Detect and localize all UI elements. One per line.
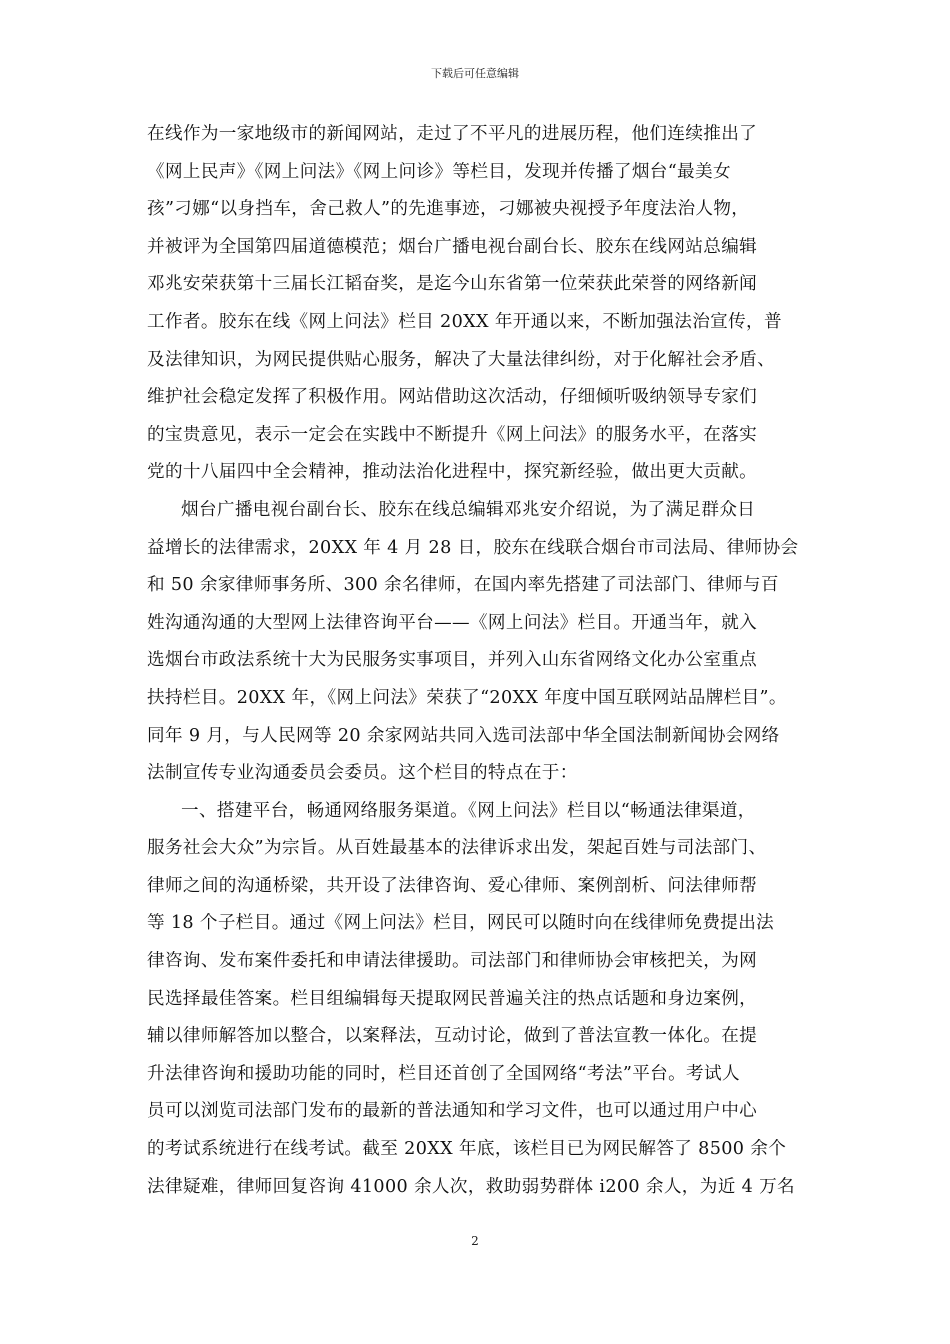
paragraph: [147, 492, 811, 793]
text-line: 服务社会大众”为宗旨。从百姓最基本的法律诉求出发，架起百姓与司法部门、: [147, 838, 767, 859]
text-line: 《网上民声》《网上问法》《网上问诊》等栏目，发现并传播了烟台“最美女: [147, 161, 731, 182]
text-line: 及法律知识，为网民提供贴心服务，解决了大量法律纠纷，对于化解社会矛盾、: [147, 349, 776, 370]
text-line: 同年 9 月，与人民网等 20 余家网站共同入选司法部中华全国法制新闻协会网络: [147, 725, 780, 746]
paragraph: [147, 793, 811, 1207]
page-number: 2: [471, 1234, 479, 1248]
text-line: 员可以浏览司法部门发布的最新的普法通知和学习文件，也可以通过用户中心: [147, 1101, 758, 1122]
text-line: 烟台广播电视台副台长、胶东在线总编辑邓兆安介绍说，为了满足群众日: [181, 499, 756, 520]
text-line: 姓沟通沟通的大型网上法律咨询平台——《网上问法》栏目。开通当年，就入: [147, 612, 758, 633]
text-line: 法制宣传专业沟通委员会委员。这个栏目的特点在于：: [147, 763, 578, 784]
page-header: 下载后可任意编辑: [431, 67, 519, 80]
text-line: 党的十八届四中全会精神，推动法治化进程中，探究新经验，做出更大贡献。: [147, 462, 758, 483]
text-line: 益增长的法律需求，20XX 年 4 月 28 日，胶东在线联合烟台市司法局、律师协会: [147, 537, 799, 558]
text-line: 和 50 余家律师事务所、300 余名律师，在国内率先搭建了司法部门、律师与百: [147, 575, 779, 596]
paragraph: [147, 116, 811, 492]
text-line: 律咨询、发布案件委托和申请法律援助。司法部门和律师协会审核把关，为网: [147, 951, 758, 972]
document-body: [147, 116, 811, 1206]
text-line: 孩”刁娜“以身挡车，舍己救人”的先進事迹，刁娜被央视授予年度法治人物，: [147, 199, 750, 220]
text-line: 工作者。胶东在线《网上问法》栏目 20XX 年开通以来，不断加强法治宣传，普: [147, 311, 782, 332]
text-line: 律师之间的沟通桥梁，共开设了法律咨询、爱心律师、案例剖析、问法律师帮: [147, 875, 758, 896]
text-line: 等 18 个子栏目。通过《网上问法》栏目，网民可以随时向在线律师免费提出法: [147, 913, 775, 934]
text-line: 的考试系统进行在线考试。截至 20XX 年底，该栏目已为网民解答了 8500 余个: [147, 1139, 787, 1160]
text-line: 扶持栏目。20XX 年，《网上问法》荣获了“20XX 年度中国互联网站品牌栏目”。: [147, 687, 787, 708]
text-line: 选烟台市政法系统十大为民服务实事项目，并列入山东省网络文化办公室重点: [147, 650, 758, 671]
text-line: 并被评为全国第四届道德模范；烟台广播电视台副台长、胶东在线网站总编辑: [147, 236, 758, 257]
text-line: 的宝贵意见，表示一定会在实践中不断提升《网上问法》的服务水平，在落实: [147, 424, 758, 445]
text-line: 维护社会稳定发挥了积极作用。网站借助这次活动，仔细倾听吸纳领导专家们: [147, 387, 758, 408]
text-line: 一、搭建平台，畅通网络服务渠道。《网上问法》栏目以“畅通法律渠道，: [181, 800, 756, 821]
text-line: 在线作为一家地级市的新闻网站，走过了不平凡的进展历程，他们连续推出了: [147, 124, 758, 144]
text-line: 法律疑难，律师回复咨询 41000 余人次，救助弱势群体 i200 余人，为近 4 万名: [147, 1176, 795, 1197]
text-line: 升法律咨询和援助功能的同时，栏目还首创了全国网络“考法”平台。考试人: [147, 1063, 740, 1084]
text-line: 辅以律师解答加以整合，以案释法，互动讨论，做到了普法宣教一体化。在提: [147, 1026, 758, 1047]
text-line: 民选择最佳答案。栏目组编辑每天提取网民普遍关注的热点话题和身边案例，: [147, 988, 758, 1009]
text-line: 邓兆安荣获第十三届长江韬奋奖，是迄今山东省第一位荣获此荣誉的网络新闻: [147, 274, 758, 295]
